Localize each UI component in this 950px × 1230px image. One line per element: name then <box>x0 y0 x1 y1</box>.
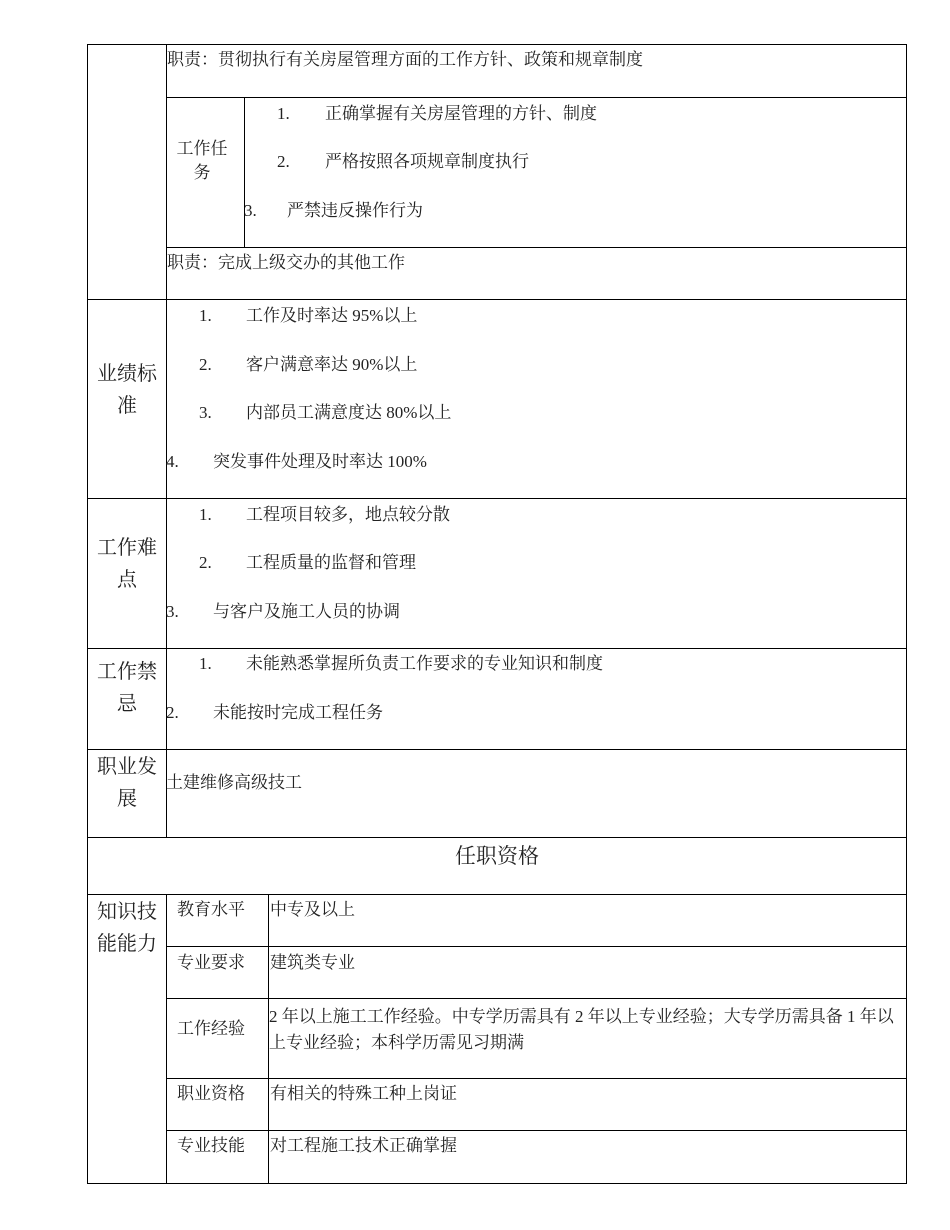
taboo-2-text: 未能按时完成工程任务 <box>213 703 383 722</box>
qualifications-group-header: 知识技能能力 <box>97 901 157 955</box>
skills-label: 专业技能 <box>177 1136 245 1155</box>
taboo-1-text: 未能熟悉掌握所负责工作要求的专业知识和制度 <box>246 654 603 673</box>
skills-value: 对工程施工技术正确掌握 <box>270 1136 457 1155</box>
education-value: 中专及以上 <box>270 900 355 919</box>
rule <box>87 299 907 300</box>
performance-3-text: 内部员工满意度达 80%以上 <box>246 403 452 422</box>
performance-1-number: 1. <box>199 306 212 325</box>
duty-2-label: 职责：完成上级交办的其他工作 <box>167 253 405 272</box>
rule <box>166 946 907 947</box>
rule <box>87 498 907 499</box>
rule <box>87 44 88 1184</box>
performance-2-text: 客户满意率达 90%以上 <box>246 355 418 374</box>
difficulties-header: 工作难点 <box>97 537 157 591</box>
task-1-number: 1. <box>277 104 290 123</box>
certification-label: 职业资格 <box>177 1084 245 1103</box>
performance-4-number: 4. <box>166 452 179 471</box>
difficulty-2-number: 2. <box>199 553 212 572</box>
task-header: 工作任务 <box>176 139 228 182</box>
difficulty-2-text: 工程质量的监督和管理 <box>246 553 416 572</box>
rule <box>166 894 167 1184</box>
career-text: 土建维修高级技工 <box>166 773 302 792</box>
rule <box>166 247 907 248</box>
rule <box>87 894 907 895</box>
task-3-text: 严禁违反操作行为 <box>287 201 423 220</box>
task-3-number: 3. <box>244 201 257 220</box>
career-header: 职业发展 <box>97 756 157 810</box>
duty-1-label: 职责：贯彻执行有关房屋管理方面的工作方针、政策和规章制度 <box>167 50 643 69</box>
major-label: 专业要求 <box>177 953 245 972</box>
rule <box>87 44 907 45</box>
difficulty-1-number: 1. <box>199 505 212 524</box>
performance-2-number: 2. <box>199 355 212 374</box>
qualifications-title: 任职资格 <box>455 844 539 868</box>
rule <box>87 837 907 838</box>
taboo-2-number: 2. <box>166 703 179 722</box>
taboo-1-number: 1. <box>199 654 212 673</box>
rule <box>87 648 907 649</box>
rule <box>87 1183 907 1184</box>
rule <box>87 749 907 750</box>
performance-1-text: 工作及时率达 95%以上 <box>246 306 418 325</box>
difficulty-3-text: 与客户及施工人员的协调 <box>213 602 400 621</box>
experience-value: 2 年以上施工工作经验。中专学历需具有 2 年以上专业经验；大专学历需具备 1 年以上专业经验；本科学历需见习期满 <box>269 1007 894 1052</box>
major-value: 建筑类专业 <box>270 953 355 972</box>
rule <box>166 1078 907 1079</box>
difficulty-1-text: 工程项目较多，地点较分散 <box>246 505 450 524</box>
performance-3-number: 3. <box>199 403 212 422</box>
education-label: 教育水平 <box>177 900 245 919</box>
experience-label: 工作经验 <box>177 1019 245 1038</box>
rule <box>906 44 907 1184</box>
performance-header: 业绩标准 <box>97 363 157 417</box>
rule <box>244 97 245 248</box>
taboos-header: 工作禁忌 <box>97 661 157 715</box>
certification-value: 有相关的特殊工种上岗证 <box>270 1084 457 1103</box>
performance-4-text: 突发事件处理及时率达 100% <box>213 452 427 471</box>
task-2-number: 2. <box>277 152 290 171</box>
task-2-text: 严格按照各项规章制度执行 <box>325 152 529 171</box>
rule <box>166 97 907 98</box>
difficulty-3-number: 3. <box>166 602 179 621</box>
rule <box>166 998 907 999</box>
task-1-text: 正确掌握有关房屋管理的方针、制度 <box>325 104 597 123</box>
rule <box>166 1130 907 1131</box>
